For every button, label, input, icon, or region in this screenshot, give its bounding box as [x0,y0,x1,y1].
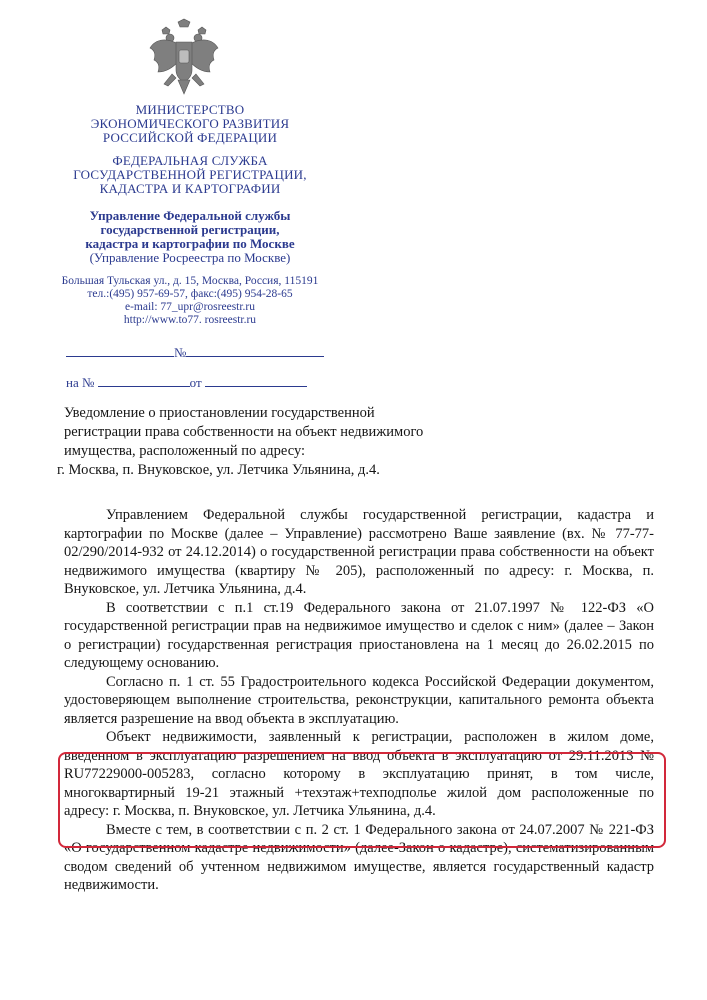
subject-line: имущества, расположенный по адресу: [64,443,306,459]
website-url: http://www.to77. rosreestr.ru [123,314,257,326]
blank-ref-date-field [205,374,307,387]
department-name [40,209,340,265]
highlight-frame [58,752,666,848]
outgoing-number-line [66,344,324,361]
subject-line: Уведомление о приостановлении государственной [64,405,375,421]
ministry-line: ЭКОНОМИЧЕСКОГО РАЗВИТИЯ [90,116,290,131]
ministry-line: РОССИЙСКОЙ ФЕДЕРАЦИИ [102,130,278,145]
contact-block [40,275,340,327]
blank-number-field [186,344,324,357]
paragraph-highlighted-object: Объект недвижимости, заявленный к регистрации, расположен в жилом доме, введенном в эксплуатацию разрешением на ввод объекта в эксплуатацию от 29.11.2013 № RU77229000-005283, согласно которому в эксплуатацию принят, в том числе, многоквартирный 19-21 этажный +техэтаж+техподполье жилой дом расположенные по адресу: г. Москва, п. Внуковское, ул. Летчика Ульянина, д.4. [64,729,654,819]
department-line: Управление Федеральной службы [89,208,291,223]
reference-number-line [66,374,307,391]
ministry-name [40,103,340,145]
service-line: ГОСУДАРСТВЕННОЙ РЕГИСТРАЦИИ, [73,167,307,182]
ref-prefix: на № [66,375,95,390]
department-line: государственной регистрации, [100,222,280,237]
postal-address: Большая Тульская ул., д. 15, Москва, Россия, 115191 [61,275,319,287]
paragraph-suspension: В соответствии с п.1 ст.19 Федерального закона от 21.07.1997 № 122-ФЗ «О государственной регистрации прав на недвижимое имущество и сделок с ним» (далее – Закон о регистрации) государственная регистрация приостановлена на 1 месяц до 26.02.2015 по следующему основанию. [64,599,654,671]
subject-line: регистрации права собственности на объект недвижимого [64,424,424,440]
ministry-line: МИНИСТЕРСТВО [135,102,245,117]
coat-of-arms-icon [148,18,220,100]
blank-ref-number-field [98,374,190,387]
department-line: кадастра и картографии по Москве [85,236,295,251]
service-line: ФЕДЕРАЛЬНАЯ СЛУЖБА [112,153,268,168]
letter-subject [57,404,534,480]
paragraph-cadastre: Вместе с тем, в соответствии с п. 2 ст. 1 Федерального закона от 24.07.2007 № 221-ФЗ «О государственном кадастре недвижимости» (далее-Закон о кадастре), систематизированным сводом сведений об учтенном недвижимом имуществе, является государственный кадастр недвижимости. [64,821,654,893]
service-name [40,154,340,196]
paragraph-application: Управлением Федеральной службы государственной регистрации, кадастра и картографии по Москве (далее – Управление) рассмотрено Ваше заявление (вх. № 77-77-02/290/2014-932 от 24.12.2014) о государственной регистрации права собственности на объект недвижимого имущества (квартиру № 205), расположенный по адресу: г. Москва, п. Внуковское, ул. Летчика Ульянина, д.4. [64,507,654,597]
paragraph-permit: Согласно п. 1 ст. 55 Градостроительного кодекса Российской Федерации документом, удостоверяющем выполнение строительства, реконструкции, капитального ремонта объекта является разрешение на ввод объекта в эксплуатацию. [64,673,654,727]
blank-date-field [66,344,174,357]
phone-fax: тел.:(495) 957-69-57, факс:(495) 954-28-65 [87,288,293,300]
service-line: КАДАСТРА И КАРТОГРАФИИ [99,181,281,196]
email-address: e-mail: 77_upr@rosreestr.ru [124,301,256,313]
subject-address: г. Москва, п. Внуковское, ул. Летчика Ульянина, д.4. [57,462,380,478]
department-short-name: (Управление Росреестра по Москве) [89,250,291,265]
from-label: от [189,375,202,390]
number-sign: № [174,345,187,360]
